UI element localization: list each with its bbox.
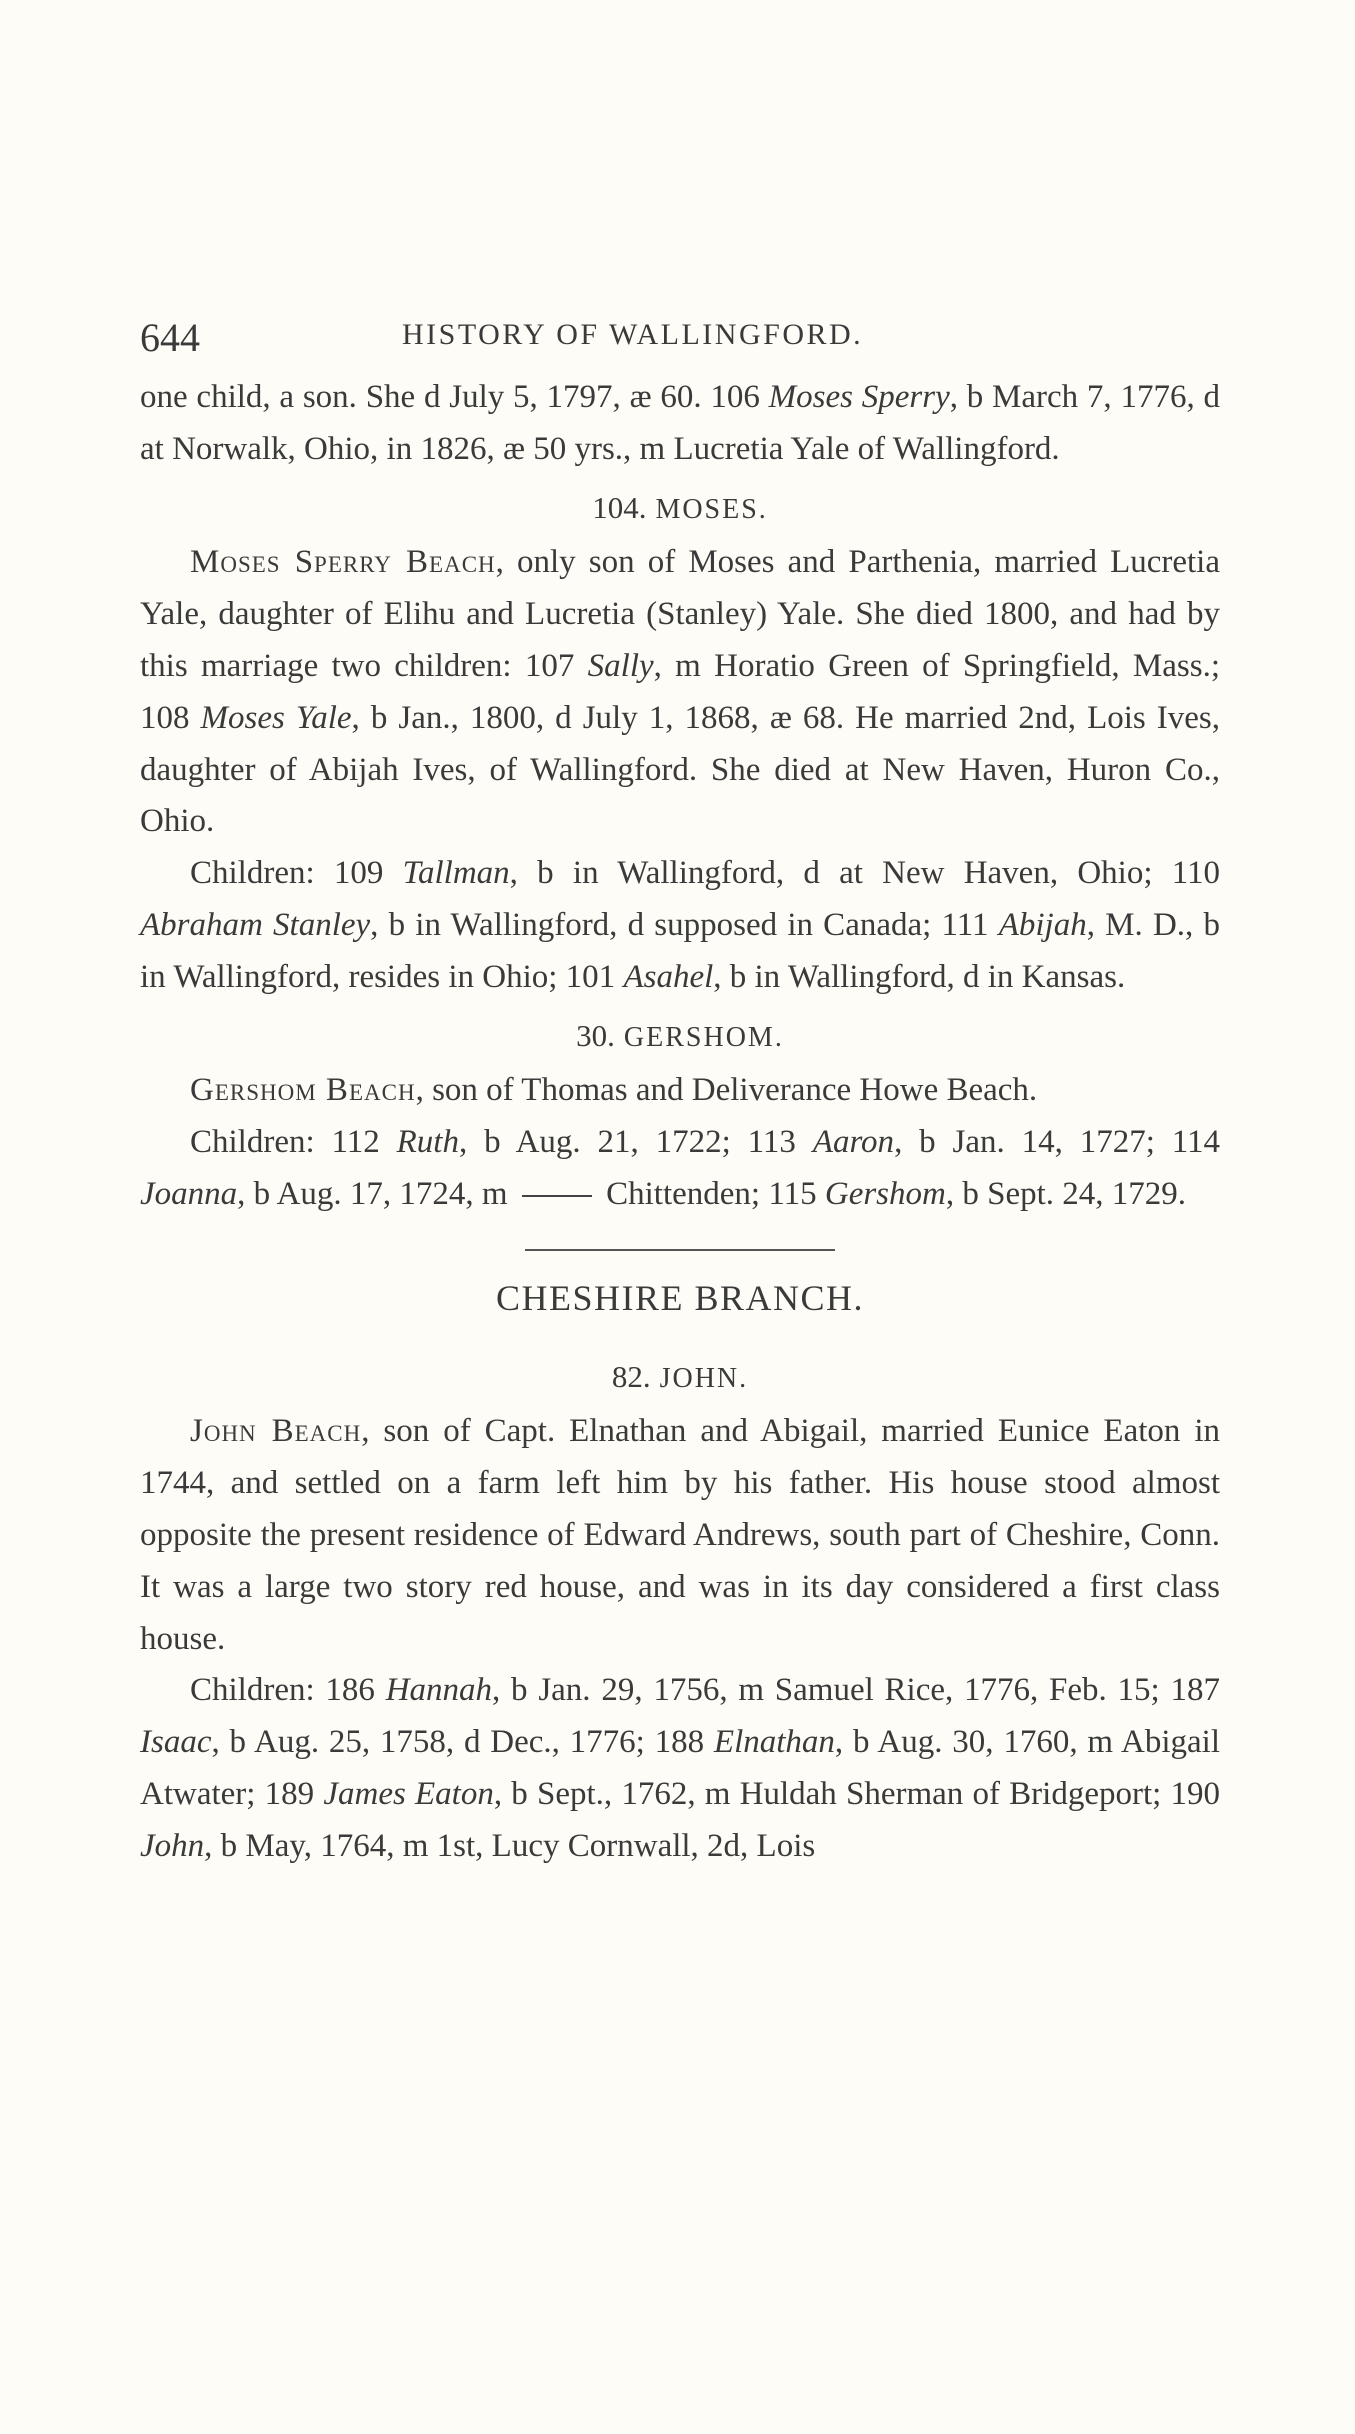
text-run: , b Sept., 1762, m Huldah Sherman of Bridgeport; 190	[493, 1775, 1221, 1812]
text-run: , b May, 1764, m 1st, Lucy Cornwall, 2d, Lois	[204, 1827, 816, 1864]
paragraph-moses-sperry-note	[140, 372, 1220, 476]
paragraph-gershom-beach	[140, 1065, 1220, 1117]
person-name: Abraham Stanley	[140, 906, 371, 943]
book-page	[140, 300, 1220, 1873]
page-body	[140, 372, 1220, 1873]
section-divider	[525, 1249, 835, 1251]
person-name: Isaac	[140, 1724, 212, 1761]
paragraph-children-30	[140, 1117, 1220, 1221]
page-number: 644	[140, 315, 200, 360]
text-run: , b Jan. 29, 1756, m Samuel Rice, 1776, Feb. 15; 187	[492, 1672, 1220, 1709]
entry-lead-name: Moses Sperry Beach	[190, 544, 496, 581]
section-name: GERSHOM.	[623, 1021, 784, 1053]
text-run: , son of Capt. Elnathan and Abigail, married Eunice Eaton in 1744, and settled on a farm left him by his father. His house stood almost opposite the present residence of Edward Andrews, south part of Cheshire, Conn. It was a large two story red house, and was in its day considered a first class house.	[140, 1413, 1220, 1657]
person-name: Moses Yale	[200, 699, 352, 736]
person-name: Sally	[587, 647, 654, 684]
person-name: Abijah	[998, 906, 1087, 943]
text-run: , b Jan., 1800, d July 1, 1868, æ 68. He married 2nd, Lois Ives, daughter of Abijah Ives, of Wallingford. She died at New Haven, Huron Co., Ohio.	[140, 699, 1221, 840]
text-run: Children: 112	[190, 1124, 397, 1161]
person-name: John	[140, 1827, 205, 1864]
person-name: Hannah	[385, 1672, 493, 1709]
section-heading-104	[140, 482, 1220, 536]
section-name: JOHN.	[659, 1362, 749, 1394]
section-heading-82	[140, 1351, 1220, 1405]
text-run: one child, a son. She d July 5, 1797, æ 60. 106	[140, 379, 769, 415]
section-heading-30	[140, 1010, 1220, 1064]
entry-lead-name: Gershom Beach	[190, 1072, 416, 1109]
running-head	[140, 300, 1220, 360]
paragraph-moses-sperry-beach	[140, 537, 1220, 848]
person-name: Joanna	[140, 1175, 238, 1212]
section-number: 30.	[576, 1017, 615, 1053]
person-name: James Eaton	[323, 1775, 494, 1812]
person-name: Elnathan	[713, 1724, 835, 1761]
text-run: , b Aug. 30, 1760, m Abigail Atwater; 189	[140, 1724, 1220, 1812]
person-name: Asahel	[623, 958, 714, 995]
text-run: Children: 109	[190, 855, 403, 892]
blank-dash	[522, 1195, 592, 1197]
text-run: , b Aug. 25, 1758, d Dec., 1776; 188	[211, 1724, 714, 1761]
text-run: , b in Wallingford, d supposed in Canada; 111	[370, 906, 999, 943]
person-name: Moses Sperry	[768, 379, 950, 415]
text-run: , b Aug. 21, 1722; 113	[458, 1124, 813, 1161]
person-name: Tallman	[402, 855, 510, 892]
text-run: , b March 7, 1776, d at Norwalk, Ohio, in 1826, æ 50 yrs., m Lucretia Yale of Wallingford.	[140, 379, 1220, 467]
person-name: Aaron	[812, 1124, 895, 1161]
section-number: 82.	[611, 1358, 651, 1394]
text-run: , b Sept. 24, 1729.	[945, 1175, 1187, 1212]
text-run: , only son of Moses and Parthenia, married Lucretia Yale, daughter of Elihu and Lucretia (Stanley) Yale. She died 1800, and had by this marriage two children: 107	[140, 544, 1220, 684]
text-run: , m Horatio Green of Springfield, Mass.; 108	[140, 647, 1220, 736]
paragraph-children-82	[140, 1665, 1220, 1872]
text-run: , b in Wallingford, d at New Haven, Ohio; 110	[509, 855, 1221, 892]
text-run: Children: 186	[190, 1672, 386, 1709]
book-title: HISTORY OF WALLINGFORD.	[402, 318, 864, 351]
person-name: Ruth	[396, 1124, 459, 1161]
section-name: MOSES.	[655, 493, 768, 525]
person-name: Gershom	[824, 1175, 946, 1212]
text-run: , b Aug. 17, 1724, m	[237, 1175, 516, 1212]
text-run: , b Jan. 14, 1727; 114	[894, 1124, 1220, 1161]
text-run: Chittenden; 115	[597, 1175, 825, 1212]
text-run: , son of Thomas and Deliverance Howe Beach.	[415, 1072, 1038, 1109]
entry-lead-name: John Beach	[190, 1413, 362, 1450]
paragraph-john-beach	[140, 1406, 1220, 1665]
branch-title: CHESHIRE BRANCH.	[495, 1277, 865, 1318]
text-run: , b in Wallingford, d in Kansas.	[713, 958, 1126, 995]
paragraph-children-104	[140, 848, 1220, 1003]
text-run: , M. D., b in Wallingford, resides in Ohio; 101	[140, 906, 1220, 995]
section-number: 104.	[592, 489, 647, 525]
